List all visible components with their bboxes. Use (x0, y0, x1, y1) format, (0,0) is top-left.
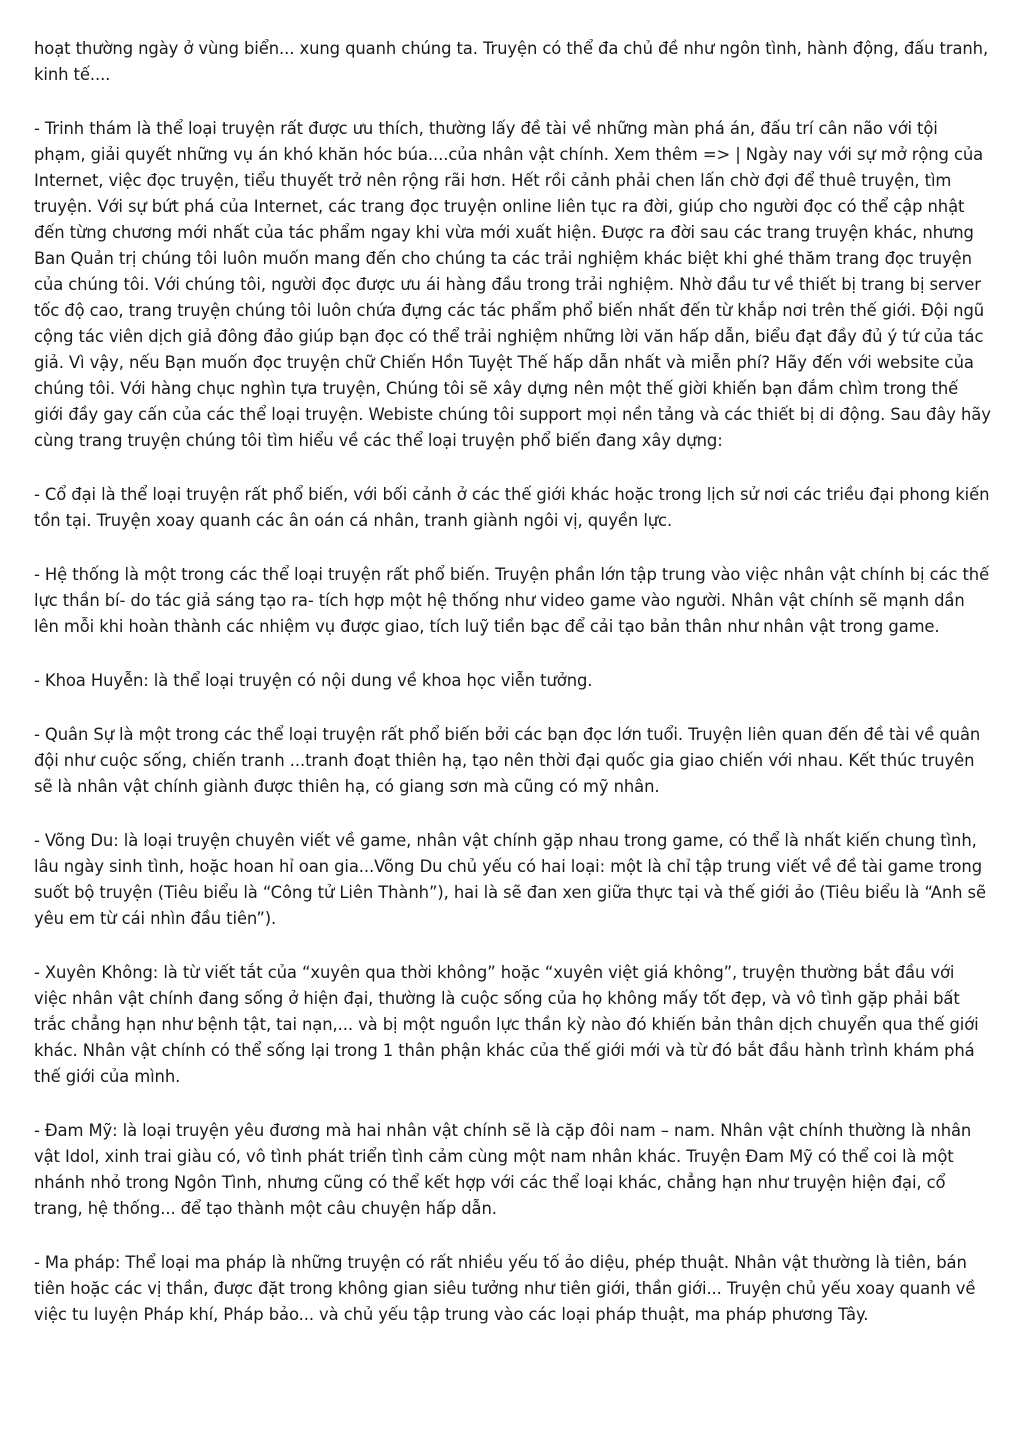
paragraph-ma-phap: - Ma pháp: Thể loại ma pháp là những truyện có rất nhiều yếu tố ảo diệu, phép thuật. Nhân vật thường là tiên, bán tiên hoặc các vị thần, được đặt trong không gian siêu tưởng như tiên giới, thần giới... Truyện chủ yếu xoay quanh về việc tu luyện Pháp khí, Pháp bảo... và chủ yếu tập trung vào các loại pháp thuật, ma pháp phương Tây. (34, 1253, 976, 1324)
paragraph-co-dai: - Cổ đại là thể loại truyện rất phổ biến, với bối cảnh ở các thế giới khác hoặc trong lịch sử nơi các triều đại phong kiến tồn tại. Truyện xoay quanh các ân oán cá nhân, tranh giành ngôi vị, quyền lực. (34, 485, 990, 530)
paragraph-quan-su: - Quân Sự là một trong các thể loại truyện rất phổ biến bởi các bạn đọc lớn tuổi. Truyện liên quan đến đề tài về quân đội như cuộc sống, chiến tranh ...tranh đoạt thiên hạ, tạo nên thời đại quốc gia giao chiến với nhau. Kết thúc truyên sẽ là nhân vật chính giành được thiên hạ, có giang sơn mà cũng có mỹ nhân. (34, 725, 981, 796)
paragraph-trinh-tham: - Trinh thám là thể loại truyện rất được ưu thích, thường lấy đề tài về những màn phá án, đấu trí cân não với tội phạm, giải quyết những vụ án khó khăn hóc búa....của nhân vật chính. Xem thêm => | Ngày nay với sự mở rộng của Internet, việc đọc truyện, tiểu thuyết trở nên rộng rãi hơn. Hết rồi cảnh phải chen lấn chờ đợi để thuê truyện, tìm truyện. Với sự bứt phá của Internet, các trang đọc truyện online liên tục ra đời, giúp cho người đọc có thể cập nhật đến từng chương mới nhất của tác phẩm ngay khi vừa mới xuất hiện. Được ra đời sau các trang truyện khác, nhưng Ban Quản trị chúng tôi luôn muốn mang đến cho chúng ta các trải nghiệm khác biệt khi ghé thăm trang đọc truyện của chúng tôi. Với chúng tôi, người đọc được ưu ái hàng đầu trong trải nghiệm. Nhờ đầu tư về thiết bị trang bị server tốc độ cao, trang truyện chúng tôi luôn chứa đựng các tác phẩm phổ biến nhất đến từ khắp nơi trên thế giới. Đội ngũ cộng tác viên dịch giả đông đảo giúp bạn đọc có thể trải nghiệm những lời văn hấp dẫn, biểu đạt đầy đủ ý tứ của tác giả. Vì vậy, nếu Bạn muốn đọc truyện chữ Chiến Hồn Tuyệt Thế hấp dẫn nhất và miễn phí? Hãy đến với website của chúng tôi. Với hàng chục nghìn tựa truyện, Chúng tôi sẽ xây dựng nên một thế giời khiến bạn đắm chìm trong thế giới đầy gay cấn của các thể loại truyện. Webiste chúng tôi support mọi nền tảng và các thiết bị di động. Sau đây hãy cùng trang truyện chúng tôi tìm hiểu về các thể loại truyện phổ biến đang xây dựng: (34, 119, 991, 450)
paragraph-vong-du: - Võng Du: là loại truyện chuyên viết về game, nhân vật chính gặp nhau trong game, có thể là nhất kiến chung tình, lâu ngày sinh tình, hoặc hoan hỉ oan gia...Võng Du chủ yếu có hai loại: một là chỉ tập trung viết về đề tài game trong suốt bộ truyện (Tiêu biểu là “Công tử Liên Thành”), hai là sẽ đan xen giữa thực tại và thế giới ảo (Tiêu biểu là “Anh sẽ yêu em từ cái nhìn đầu tiên”). (34, 831, 986, 928)
paragraph-he-thong: - Hệ thống là một trong các thể loại truyện rất phổ biến. Truyện phần lớn tập trung vào việc nhân vật chính bị các thế lực thần bí- do tác giả sáng tạo ra- tích hợp một hệ thống như video game vào người. Nhân vật chính sẽ mạnh dần lên mỗi khi hoàn thành các nhiệm vụ được giao, tích luỹ tiền bạc để cải tạo bản thân như nhân vật trong game. (34, 565, 990, 636)
paragraph-xuyen-khong: - Xuyên Không: là từ viết tắt của “xuyên qua thời không” hoặc “xuyên việt giá không”, truyện thường bắt đầu với việc nhân vật chính đang sống ở hiện đại, thường là cuộc sống của họ không mấy tốt đẹp, và vô tình gặp phải bất trắc chẳng hạn như bệnh tật, tai nạn,... và bị một nguồn lực thần kỳ nào đó khiến bản thân dịch chuyển qua thế giới khác. Nhân vật chính có thể sống lại trong 1 thân phận khác của thế giới mới và từ đó bắt đầu hành trình khám phá thế giới của mình. (34, 963, 979, 1086)
paragraph-dam-my: - Đam Mỹ: là loại truyện yêu đương mà hai nhân vật chính sẽ là cặp đôi nam – nam. Nhân vật chính thường là nhân vật Idol, xinh trai giàu có, vô tình phát triển tình cảm cùng một nam nhân khác. Truyện Đam Mỹ có thể coi là một nhánh nhỏ trong Ngôn Tình, nhưng cũng có thể kết hợp với các thể loại khác, chẳng hạn như truyện hiện đại, cổ trang, hệ thống... để tạo thành một câu chuyện hấp dẫn. (34, 1121, 972, 1218)
document-body (34, 36, 992, 1356)
paragraph-khoa-huyen: - Khoa Huyễn: là thể loại truyện có nội dung về khoa học viễn tưởng. (34, 671, 593, 690)
paragraph-intro-continuation: hoạt thường ngày ở vùng biển... xung quanh chúng ta. Truyện có thể đa chủ đề như ngôn tình, hành động, đấu tranh, kinh tế.... (34, 39, 989, 84)
